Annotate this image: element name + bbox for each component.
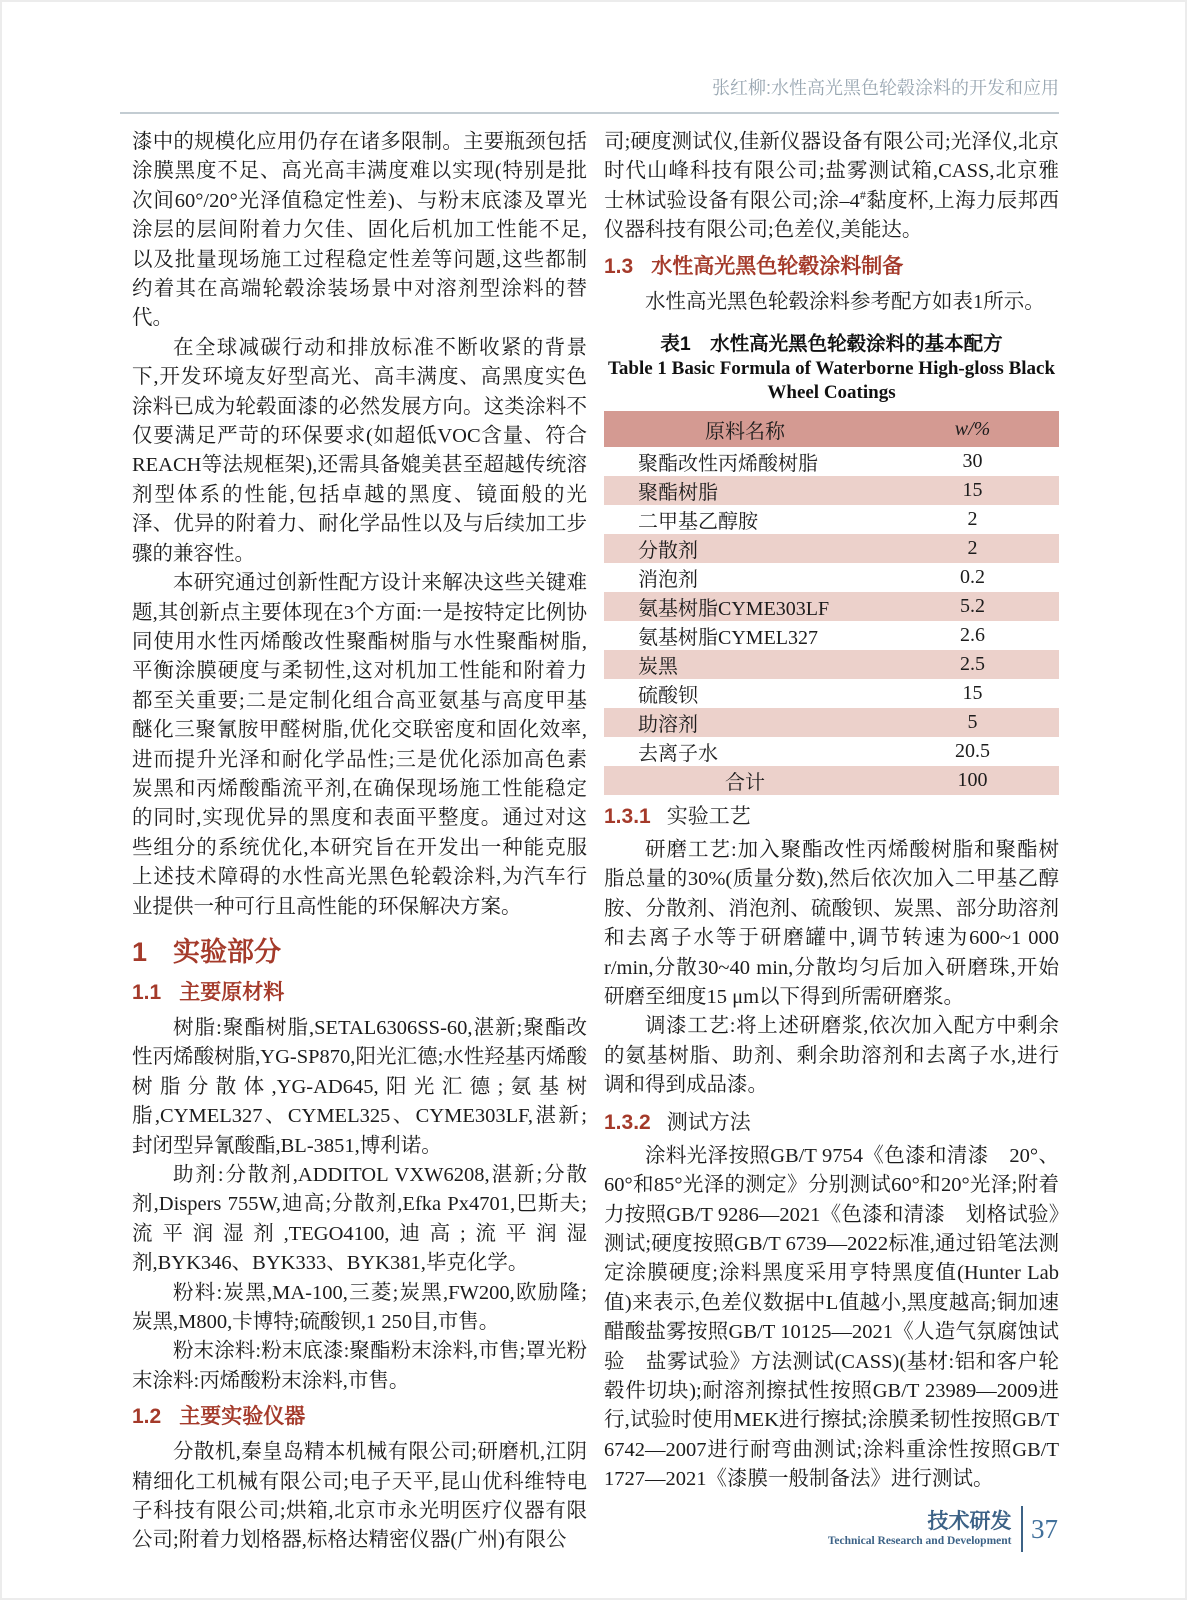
table-1-block [604,331,1059,795]
table-row [604,505,1059,534]
paragraph: 涂料光泽按照GB/T 9754《色漆和清漆 20°、60°和85°光泽的测定》分别测试60°和20°光泽;附着力按照GB/T 9286—2021《色漆和清漆 划格试验》测试;硬度按照GB/T 6739—2022标准,通过铅笔法测定涂膜硬度;涂料黑度采用亨特黑度值(Hunter Lab值)来表示,色差仪数据中L值越小,黑度越高;铜加速醋酸盐雾按照GB/T 10125—2021《人造气氛腐蚀试验 盐雾试验》方法测试(CASS)(基材:铝和客户轮毂件切块);耐溶剂擦拭性按照GB/T 23989—2009进行,试验时使用MEK进行擦拭;涂膜柔韧性按照GB/T 6742—2007进行耐弯曲测试;涂料重涂性按照GB/T 1727—2021《漆膜一般制备法》进行测试。 [604,1144,1059,1491]
table-row [604,476,1059,505]
ingredient-name: 聚酯树脂 [604,476,886,505]
running-head: 张红柳:水性高光黑色轮毂涂料的开发和应用 [120,74,1059,114]
section-number: 1 [132,936,148,967]
table-row [604,563,1059,592]
ingredient-value: 15 [962,682,983,705]
page-footer [828,1506,1058,1552]
ingredient-name: 去离子水 [638,743,718,766]
ingredient-name: 聚酯改性丙烯酸树脂 [638,453,818,476]
table-title-en-line1: Table 1 Basic Formula of Waterborne High-gloss Black [607,358,1056,380]
section-number: 1.3.1 [604,805,651,829]
footer-section-zh: 技术研发 [927,1509,1012,1533]
paragraph: 树脂:聚酯树脂,SETAL6306SS-60,湛新;聚酯改性丙烯酸树脂,YG-SP870,阳光汇德;水性羟基丙烯酸树脂分散体,YG-AD645,阳光汇德;氨基树脂,CYMEL327、CYMEL325、CYME303LF,湛新;封闭型异氰酸酯,BL-3851,博利诺。 [132,1016,587,1157]
table-row [604,737,1059,766]
section-number: 1.2 [132,1405,162,1429]
ingredient-name: 炭黑 [604,650,886,679]
section-heading-1-2 [132,1404,587,1430]
table-row [604,679,1059,708]
paragraph: 调漆工艺:将上述研磨浆,依次加入配方中剩余的氨基树脂、助剂、剩余助溶剂和去离子水,进行调和得到成品漆。 [604,1015,1059,1097]
section-heading-1-3-2 [604,1109,1059,1136]
ingredient-value: 2.6 [960,624,986,647]
paragraph-text: 司;硬度测试仪,佳新仪器设备有限公司;光泽仪,北京时代山峰科技有限公司;盐雾测试箱,CASS,北京雅士林试验设备有限公司;涂–4 [604,131,1059,212]
section-number: 1.1 [132,980,162,1004]
section-number: 1.3 [604,254,634,278]
ingredient-value: 5 [886,708,1059,737]
section-title: 主要原材料 [179,980,285,1004]
total-value: 100 [886,766,1059,795]
paragraph: 粉料:炭黑,MA-100,三菱;炭黑,FW200,欧励隆;炭黑,M800,卡博特;硫酸钡,1 250目,市售。 [132,1281,587,1334]
right-column [604,128,1059,1556]
ingredient-value: 5.2 [886,592,1059,621]
ingredient-value: 2 [886,534,1059,563]
ingredient-name: 二甲基乙醇胺 [638,511,758,534]
footer-section-en: Technical Research and Development [827,1534,1012,1547]
paragraph: 研磨工艺:加入聚酯改性丙烯酸树脂和聚酯树脂总量的30%(质量分数),然后依次加入二甲基乙醇胺、分散剂、消泡剂、硫酸钡、炭黑、部分助溶剂和去离子水等于研磨罐中,调节转速为600~1 000 r/min,分散30~40 min,分散均匀后加入研磨珠,开始研磨至细度15 μm以下得到所需研磨浆。 [604,839,1059,1009]
ingredient-name: 氨基树脂CYMEL327 [638,627,818,650]
ingredient-value: 2 [967,508,978,531]
table-row [604,621,1059,650]
table-title-en-line2: Wheel Coatings [767,382,896,404]
table-row [604,447,1059,476]
table-title-zh: 表1 水性高光黑色轮毂涂料的基本配方 [660,333,1003,356]
table-header-row [604,411,1059,447]
paragraph: 漆中的规模化应用仍存在诸多限制。主要瓶颈包括涂膜黑度不足、高光高丰满度难以实现(特别是批次间60°/20°光泽值稳定性差)、与粉末底漆及罩光涂层的层间附着力欠佳、固化后机加工性能不足,以及批量现场施工过程稳定性差等问题,这些都制约着其在高端轮毂涂装场景中对溶剂型涂料的替代。 [132,131,587,330]
ingredient-name: 助溶剂 [604,708,886,737]
total-label: 合计 [604,766,886,795]
ingredient-name: 硫酸钡 [638,685,698,708]
ingredient-name: 消泡剂 [638,569,698,592]
table-row [604,592,1059,621]
ingredient-name: 分散剂 [604,534,886,563]
paragraph: 本研究通过创新性配方设计来解决这些关键难题,其创新点主要体现在3个方面:一是按特定比例协同使用水性丙烯酸改性聚酯树脂与水性聚酯树脂,平衡涂膜硬度与柔韧性,这对机加工性能和附着力都至关重要;二是定制化组合高亚氨基与高度甲基醚化三聚氰胺甲醛树脂,优化交联密度和固化效率,进而提升光泽和耐化学品性;三是优化添加高色素炭黑和丙烯酸酯流平剂,在确保现场施工性能稳定的同时,实现优异的黑度和表面平整度。通过对这些组分的系统优化,本研究旨在开发出一种能克服上述技术障碍的水性高光黑色轮毂涂料,为汽车行业提供一种可行且高性能的环保解决方案。 [132,572,587,918]
section-title: 实验部分 [173,936,282,967]
paragraph: 分散机,秦皇岛精本机械有限公司;研磨机,江阴精细化工机械有限公司;电子天平,昆山优科维特电子科技有限公司;烘箱,北京市永光明医疗仪器有限公司;附着力划格器,标格达精密仪器(广州)有限公 [132,1441,587,1552]
page-number: 37 [1031,1513,1058,1544]
ingredient-value: 2.5 [886,650,1059,679]
section-title: 测试方法 [666,1109,751,1134]
paragraph: 在全球减碳行动和排放标准不断收紧的背景下,开发环境友好型高光、高丰满度、高黑度实色涂料已成为轮毂面漆的必然发展方向。这类涂料不仅要满足严苛的环保要求(如超低VOC含量、符合REACH等法规框架),还需具备媲美甚至超越传统溶剂型体系的性能,包括卓越的黑度、镜面般的光泽、优异的附着力、耐化学品性以及与后续加工步骤的兼容性。 [132,336,587,565]
column-header-value: w/% [886,411,1059,447]
section-title: 水性高光黑色轮毂涂料制备 [651,254,904,278]
table-row [604,708,1059,737]
section-heading-1 [132,936,587,968]
paragraph: 水性高光黑色轮毂涂料参考配方如表1所示。 [645,290,1045,313]
formula-table [604,411,1059,795]
paragraph: 粉末涂料:粉末底漆:聚酯粉末涂料,市售;罩光粉末涂料:丙烯酸粉末涂料,市售。 [132,1340,587,1392]
section-title: 主要实验仪器 [179,1405,306,1429]
footer-divider [1021,1506,1024,1552]
ingredient-name: 氨基树脂CYME303LF [604,592,886,621]
section-heading-1-1 [132,980,587,1006]
paragraph: 助剂:分散剂,ADDITOL VXW6208,湛新;分散剂,Dispers 755W,迪高;分散剂,Efka Px4701,巴斯夫;流平润湿剂,TEGO4100,迪高;流平润湿剂,BYK346、BYK333、BYK381,毕克化学。 [132,1164,587,1275]
section-heading-1-3-1 [604,803,1059,830]
two-column-layout [132,128,1059,1556]
table-row [604,650,1059,679]
superscript: # [859,187,866,202]
ingredient-value: 15 [886,476,1059,505]
section-title: 实验工艺 [666,804,751,829]
left-column [132,128,587,1556]
footer-section [828,1510,1012,1549]
column-header-name: 原料名称 [604,411,886,447]
ingredient-value: 30 [962,450,983,473]
section-number: 1.3.2 [604,1110,651,1134]
table-total-row [604,766,1059,795]
section-heading-1-3 [604,254,1059,280]
ingredient-value: 20.5 [955,740,991,763]
paragraph-text: 黏度杯,上海力辰邦西仪器科技有限公司;色差仪,美能达。 [604,189,1060,242]
table-row [604,534,1059,563]
paragraph [604,128,1059,246]
ingredient-value: 0.2 [960,566,986,589]
